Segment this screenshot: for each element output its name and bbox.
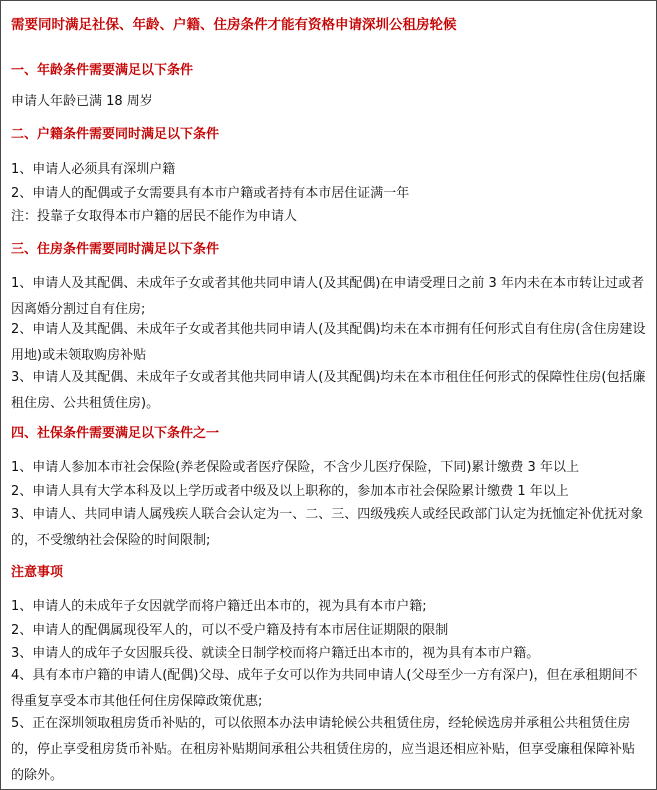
age-line-1: 申请人年龄已满 18 周岁 [11,94,153,109]
social-line-2: 2、申请人具有大学本科及以上学历或者中级及以上职称的，参加本市社会保险累计缴费 1 年以上 [11,484,569,499]
document-title: 需要同时满足社保、年龄、户籍、住房条件才能有资格申请深圳公租房轮候 [11,17,457,33]
section-social-heading: 四、社保条件需要满足以下条件之一 [11,426,220,441]
hukou-line-2: 2、申请人的配偶或子女需要具有本市户籍或者持有本市居住证满一年 [11,186,410,201]
notes-line-5: 5、正在深圳领取租房货币补贴的，可以依照本办法申请轮候公共租赁住房，经轮候选房并承租公共租赁住房的，停止享受租房货币补贴。在租房补贴期间承租公共租赁住房的，应当退还相应补贴，但享受廉租保障补贴的除外。 [11,716,636,783]
notes-line-4: 4、具有本市户籍的申请人(配偶)父母、成年子女可以作为共同申请人(父母至少一方有深户)，但在承租期间不得重复享受本市其他任何住房保障政策优惠; [11,668,638,709]
section-age-heading: 一、年龄条件需要满足以下条件 [11,63,194,78]
notes-line-1: 1、申请人的未成年子女因就学而将户籍迁出本市的，视为具有本市户籍; [11,599,427,614]
housing-line-1: 1、申请人及其配偶、未成年子女或者其他共同申请人(及其配偶)在申请受理日之前 3 年内未在本市转让过或者因离婚分割过自有住房; [11,276,644,317]
housing-line-2: 2、申请人及其配偶、未成年子女或者其他共同申请人(及其配偶)均未在本市拥有任何形式自有住房(含住房建设用地)或未领取购房补贴 [11,322,646,363]
section-housing-heading: 三、住房条件需要同时满足以下条件 [11,242,220,257]
social-line-3: 3、申请人、共同申请人属残疾人联合会认定为一、二、三、四级残疾人或经民政部门认定为抚恤定补优抚对象的，不受缴纳社会保险的时间限制; [11,507,644,548]
notes-line-3: 3、申请人的成年子女因服兵役、就读全日制学校而将户籍迁出本市的，视为具有本市户籍。 [11,646,540,661]
social-line-1: 1、申请人参加本市社会保险(养老保险或者医疗保险，不含少儿医疗保险，下同)累计缴费 3 年以上 [11,460,579,475]
housing-line-3: 3、申请人及其配偶、未成年子女或者其他共同申请人(及其配偶)均未在本市租住任何形式的保障性住房(包括廉租住房、公共租赁住房)。 [11,370,646,411]
hukou-note: 注：投靠子女取得本市户籍的居民不能作为申请人 [11,209,298,224]
section-notes-heading: 注意事项 [11,565,64,580]
notes-line-2: 2、申请人的配偶属现役军人的，可以不受户籍及持有本市居住证期限的限制 [11,623,449,638]
section-hukou-heading: 二、户籍条件需要同时满足以下条件 [11,127,220,142]
hukou-line-1: 1、申请人必须具有深圳户籍 [11,162,176,177]
